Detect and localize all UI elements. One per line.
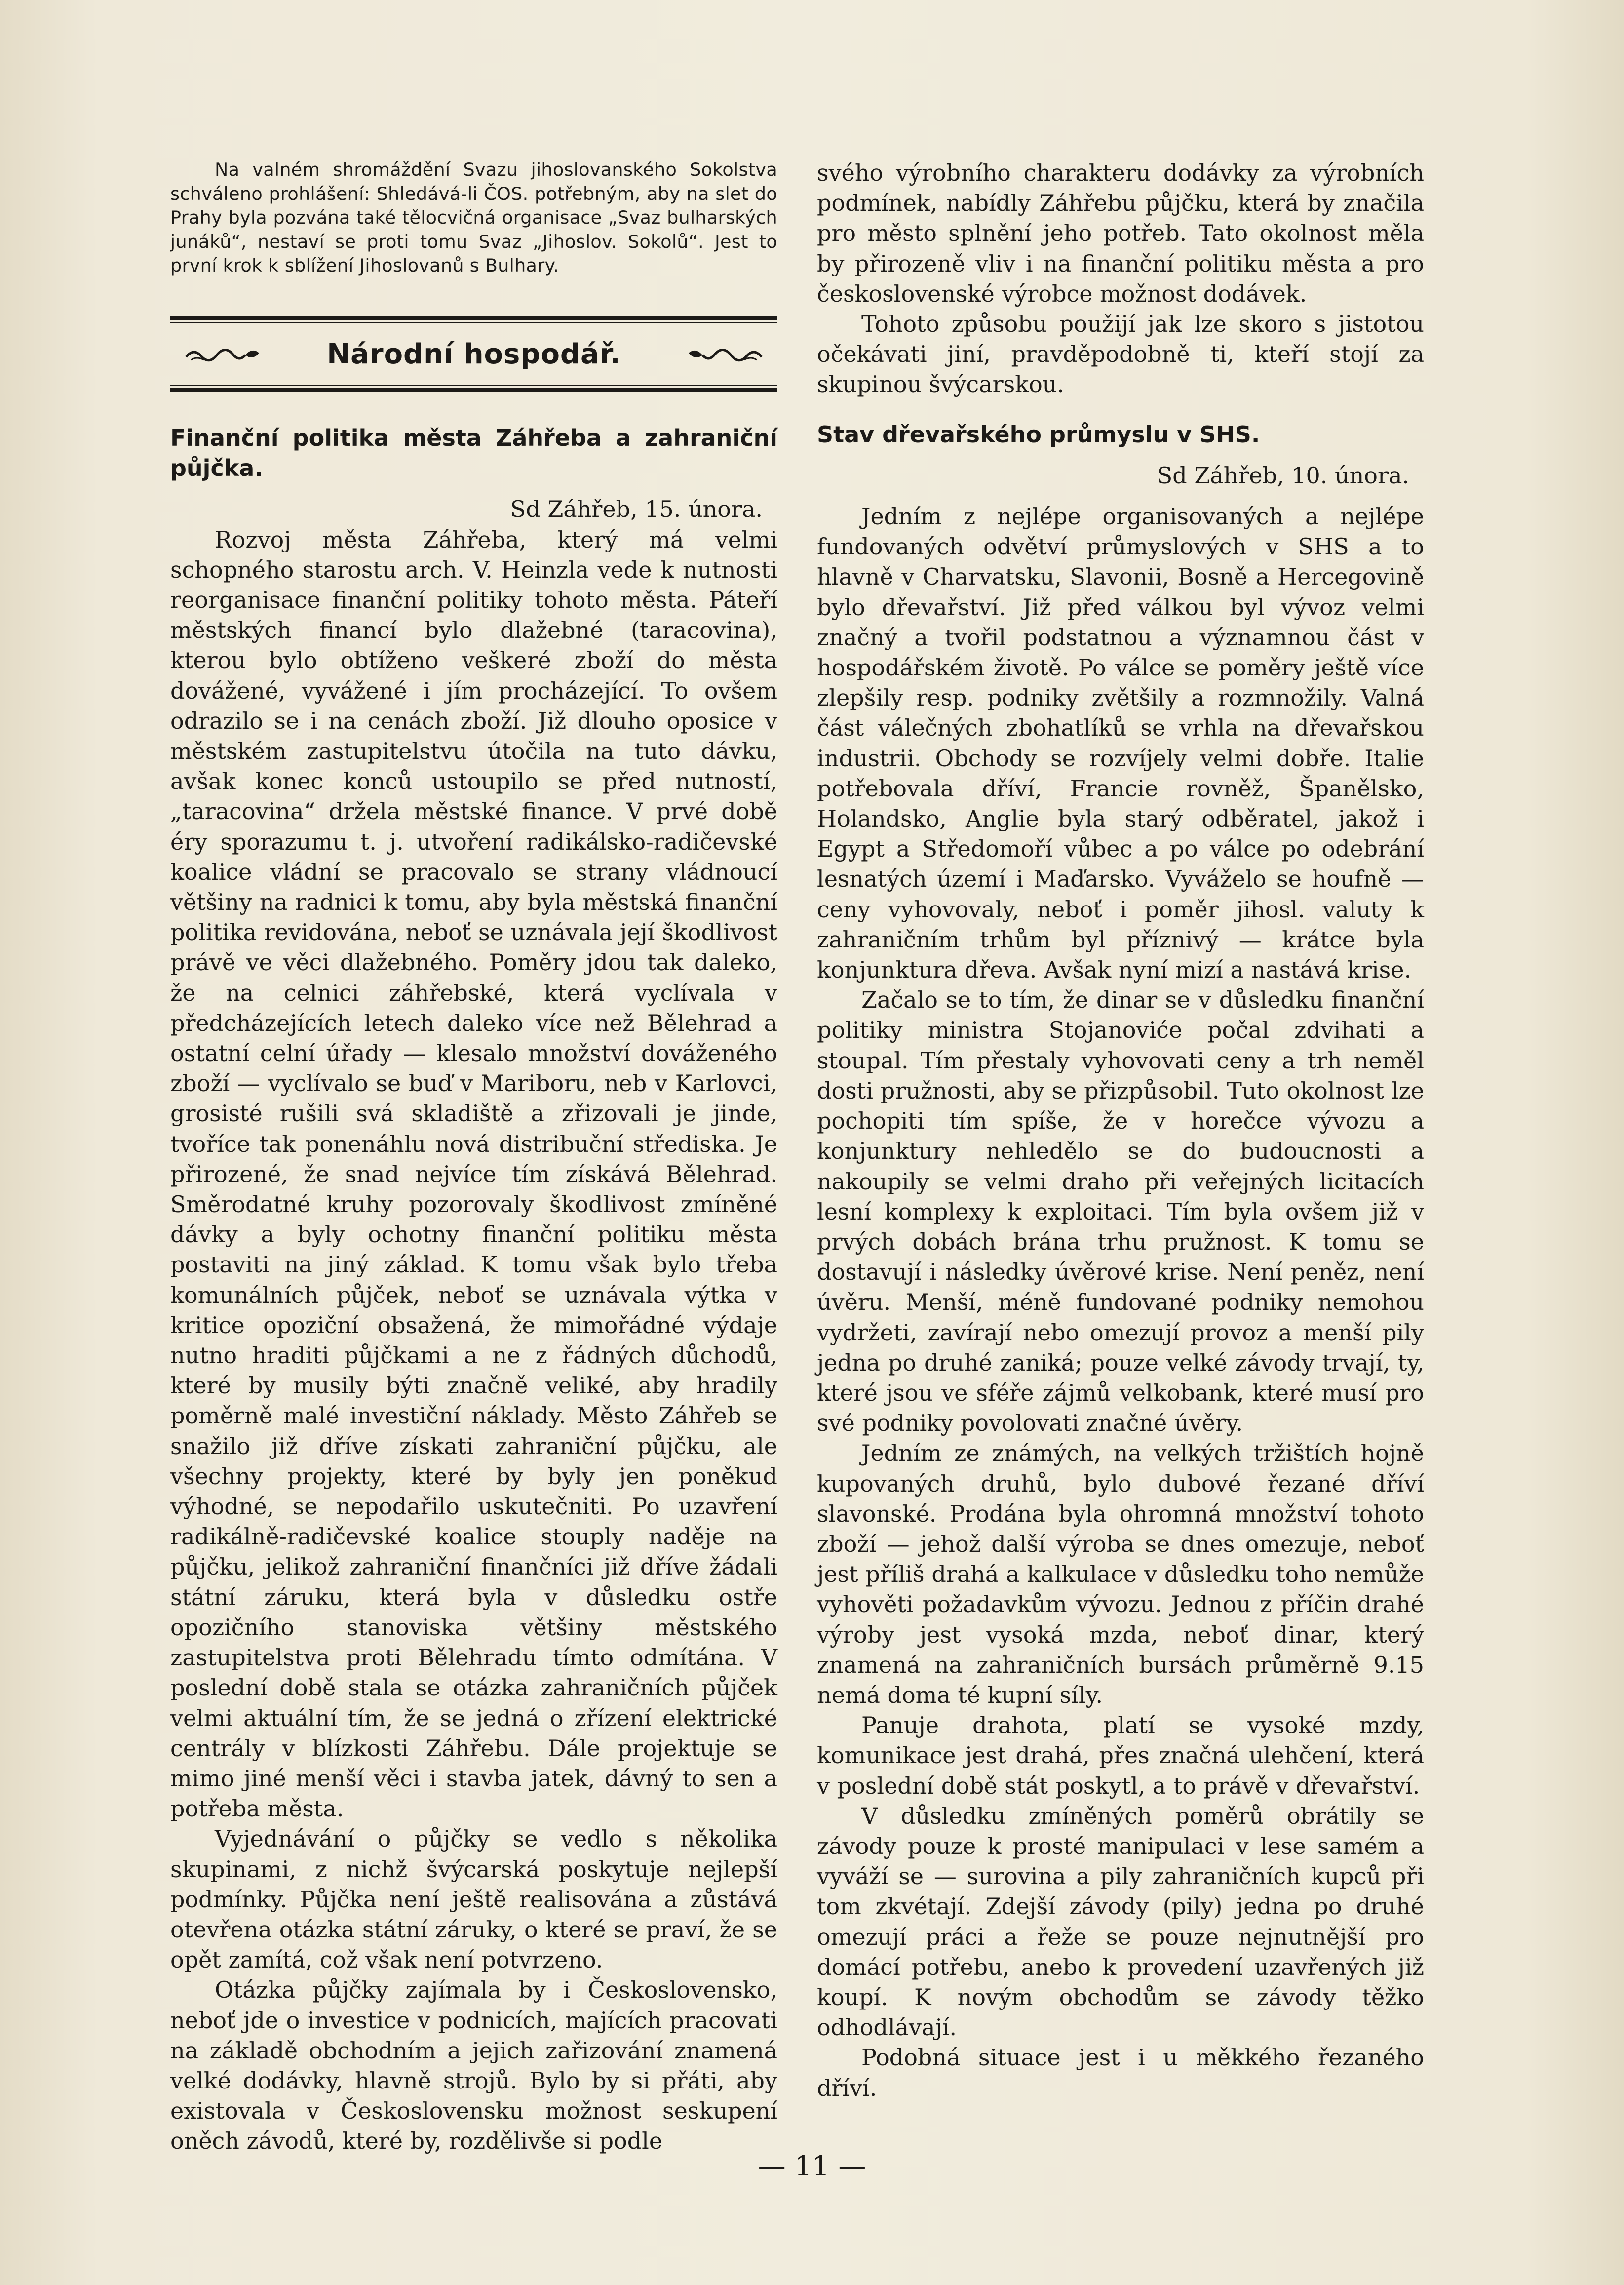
article-paragraph: Otázka půjčky zajímala by i Československo, neboť jde o investice v podnicích, majících pracovati na základě obchodním a jejich zařizování znamená velké dodávky, hlavně strojů. Bylo by si přáti, aby existovala v Československu možnost seskupení oněch závodů, které by, rozdělivše si podle — [170, 1976, 777, 2155]
thin-rule-bottom — [170, 385, 777, 386]
article-dateline: Sd Záhřeb, 10. února. — [1157, 462, 1409, 489]
thin-rule-top — [170, 322, 777, 323]
article-paragraph: Začalo se to tím, že dinar se v důsledku finanční politiky ministra Stojanoviće počal zdvihati a stoupal. Tím přestaly vyhovovati ceny a trh neměl dosti pružnosti, aby se přizpůsobil. Tuto okolnost lze pochopiti tím spíše, že v horečce vývozu a konjunktury nehledělo se do budoucnosti a nakoupily se velmi draho při veřejných licitacích lesní komplexy k exploitaci. Tím byla ovšem již v prvých dobách brána trhu pružnost. K tomu se dostavují i následky úvěrové krise. Není peněz, není úvěru. Menší, méně fundované podniky nemohou vydržeti, zavírají nebo omezují provoz a menší pily jedna po druhé zaniká; pouze velké závody trvají, ty, které jsou ve sféře zájmů velkobank, které musí pro své podniky povolovati značné úvěry. — [817, 986, 1424, 1437]
section-header — [170, 316, 777, 392]
article-paragraph: Tohoto způsobu použijí jak lze skoro s jistotou očekávati jiní, pravděpodobně ti, kteří stojí za skupinou švýcarskou. — [817, 311, 1424, 398]
article-paragraph: Vyjednávání o půjčky se vedlo s několika skupinami, z nichž švýcarská poskytuje nejlepší podmínky. Půjčka není ještě realisována a zůstává otevřena otázka státní záruky, o které se praví, že se opět zamítá, což však není potvrzeno. — [170, 1825, 777, 1973]
page-number: — 11 — — [758, 2150, 866, 2182]
right-column — [817, 158, 1424, 2103]
article-title-wood-industry: Stav dřevařského průmyslu v SHS. — [817, 421, 1260, 448]
left-column — [170, 158, 777, 2157]
double-rule-bottom — [170, 388, 777, 392]
article-paragraph: Rozvoj města Záhřeba, který má velmi schopného starostu arch. V. Heinzla vede k nutnosti reorganisace finanční politiky tohoto města. Páteří městských financí bylo dlažebné (taracovina), kterou bylo obtíženo veškeré zboží do města dovážené, vyvážené i jím procházející. To ovšem odrazilo se i na cenách zboží. Již dlouho oposice v městském zastupitelstvu útočila na tuto dávku, avšak konec konců ustoupilo se před nutností, „taracovina“ držela městské finance. V prvé době éry sporazumu t. j. utvoření radikálsko-radičevské koalice vládní se pracovalo se strany vládnoucí většiny na radnici k tomu, aby byla městská finanční politika revidována, neboť se uznávala její škodlivost právě ve věci dlažebného. Poměry jdou tak daleko, že na celnici záhřebské, která vyclívala v předcházejících letech daleko více než Bělehrad a ostatní celní úřady — klesalo množství dováženého zboží — vyclívalo se buď v Mariboru, neb v Karlovci, grosisté rušili svá skladiště a zřizovali je jinde, tvoříce tak ponenáhlu nová distribuční střediska. Je přirozené, že snad nejvíce tím získává Bělehrad. Směrodatné kruhy pozorovaly škodlivost zmíněné dávky a byly ochotny finanční politiku města postaviti na jiný základ. K tomu však bylo třeba komunálních půjček, neboť se uznávala výtka v kritice opoziční obsažená, že mimořádné výdaje nutno hraditi půjčkami a ne z řádných důchodů, které by musily býti značně veliké, aby hradily poměrně malé investiční náklady. Město Záhřeb se snažilo již dříve získati zahraniční půjčku, ale všechny projekty, které by byly jen poněkud výhodné, se nepodařilo uskutečniti. Po uzavření radikálně-radičevské koalice stouply naděje na půjčku, jelikož zahraniční finančníci již dříve žádali státní záruku, která byla v důsledku ostře opozičního stanoviska většiny městského zastupitelstva proti Bělehradu tímto odmítána. V poslední době stala se otázka zahraničních půjček velmi aktuální tím, že se jedná o zřízení elektrické centrály v blízkosti Záhřebu. Dále projektuje se mimo jiné menší věci i stavba jatek, dávný to sen a potřeba města. — [170, 526, 777, 1822]
article-paragraph: Panuje drahota, platí se vysoké mzdy, komunikace jest drahá, přes značná ulehčení, která v poslední době stát poskytl, a to právě v dřevařství. — [817, 1712, 1424, 1799]
article-paragraph-continued: svého výrobního charakteru dodávky za výrobních podmínek, nabídly Záhřebu půjčku, která by značila pro město splnění jeho potřeb. Tato okolnost měla by přirozeně vliv i na finanční politiku města a pro československé výrobce možnost dodávek. — [817, 159, 1424, 307]
sokol-notice: Na valném shromáždění Svazu jihoslovanského Sokolstva schváleno prohlášení: Shledává-li ČOS. potřebným, aby na slet do Prahy byla pozvána také tělocvičná organisace „Svaz bulharských junáků“, nestaví se proti tomu Svaz „Jihoslov. Sokolů“. Jest to první krok k sblížení Jihoslovanů s Bulhary. — [170, 159, 777, 276]
ornament-right-icon — [685, 342, 764, 366]
article-title-zagreb-finance: Finanční politika města Záhřeba a zahraniční půjčka. — [170, 424, 777, 482]
article-paragraph: Jedním z nejlépe organisovaných a nejlépe fundovaných odvětví průmyslových v SHS a to hlavně v Charvatsku, Slavonii, Bosně a Hercegovině bylo dřevařství. Již před válkou byl vývoz velmi značný a tvořil podstatnou a významnou část v hospodářském životě. Po válce se poměry ještě více zlepšily resp. podniky zvětšily a rozmnožily. Valná část válečných zbohatlíků se vrhla na dřevařskou industrii. Obchody se rozvíjely velmi dobře. Italie potřebovala dříví, Francie rovněž, Španělsko, Holandsko, Anglie byla starý odběratel, jakož i Egypt a Středomoří vůbec a po válce po odebrání lesnatých území i Maďarsko. Vyváželo se houfně — ceny vyhovovaly, neboť i poměr jihosl. valuty k zahraničním trhům byl příznivý — krátce byla konjunktura dřeva. Avšak nyní mizí a nastává krise. — [817, 503, 1424, 984]
double-rule-top — [170, 316, 777, 320]
section-title: Národní hospodář. — [327, 338, 621, 370]
article-paragraph: V důsledku zmíněných poměrů obrátily se závody pouze k prosté manipulaci v lese samém a vyváží se — surovina a pily zahraničních kupců při tom zkvétají. Zdejší závody (pily) jedna po druhé omezují práci a řeže se pouze nejnutnější pro domácí potřebu, anebo k provedení uzavřených již koupí. K novým obchodům se závody těžko odhodlávají. — [817, 1802, 1424, 2041]
article-paragraph: Podobná situace jest i u měkkého řezaného dříví. — [817, 2044, 1424, 2101]
article-dateline: Sd Záhřeb, 15. února. — [510, 496, 763, 523]
article-paragraph: Jedním ze známých, na velkých tržištích hojně kupovaných druhů, bylo dubové řezané dříví slavonské. Prodána byla ohromná množství tohoto zboží — jehož další výroba se dnes omezuje, neboť jest příliš drahá a kalkulace v důsledku toho nemůže vyhověti požadavkům vývozu. Jednou z příčin drahé výroby jest vysoká mzda, neboť dinar, který znamená na zahraničních bursách průměrně 9.15 nemá doma té kupní síly. — [817, 1440, 1424, 1708]
